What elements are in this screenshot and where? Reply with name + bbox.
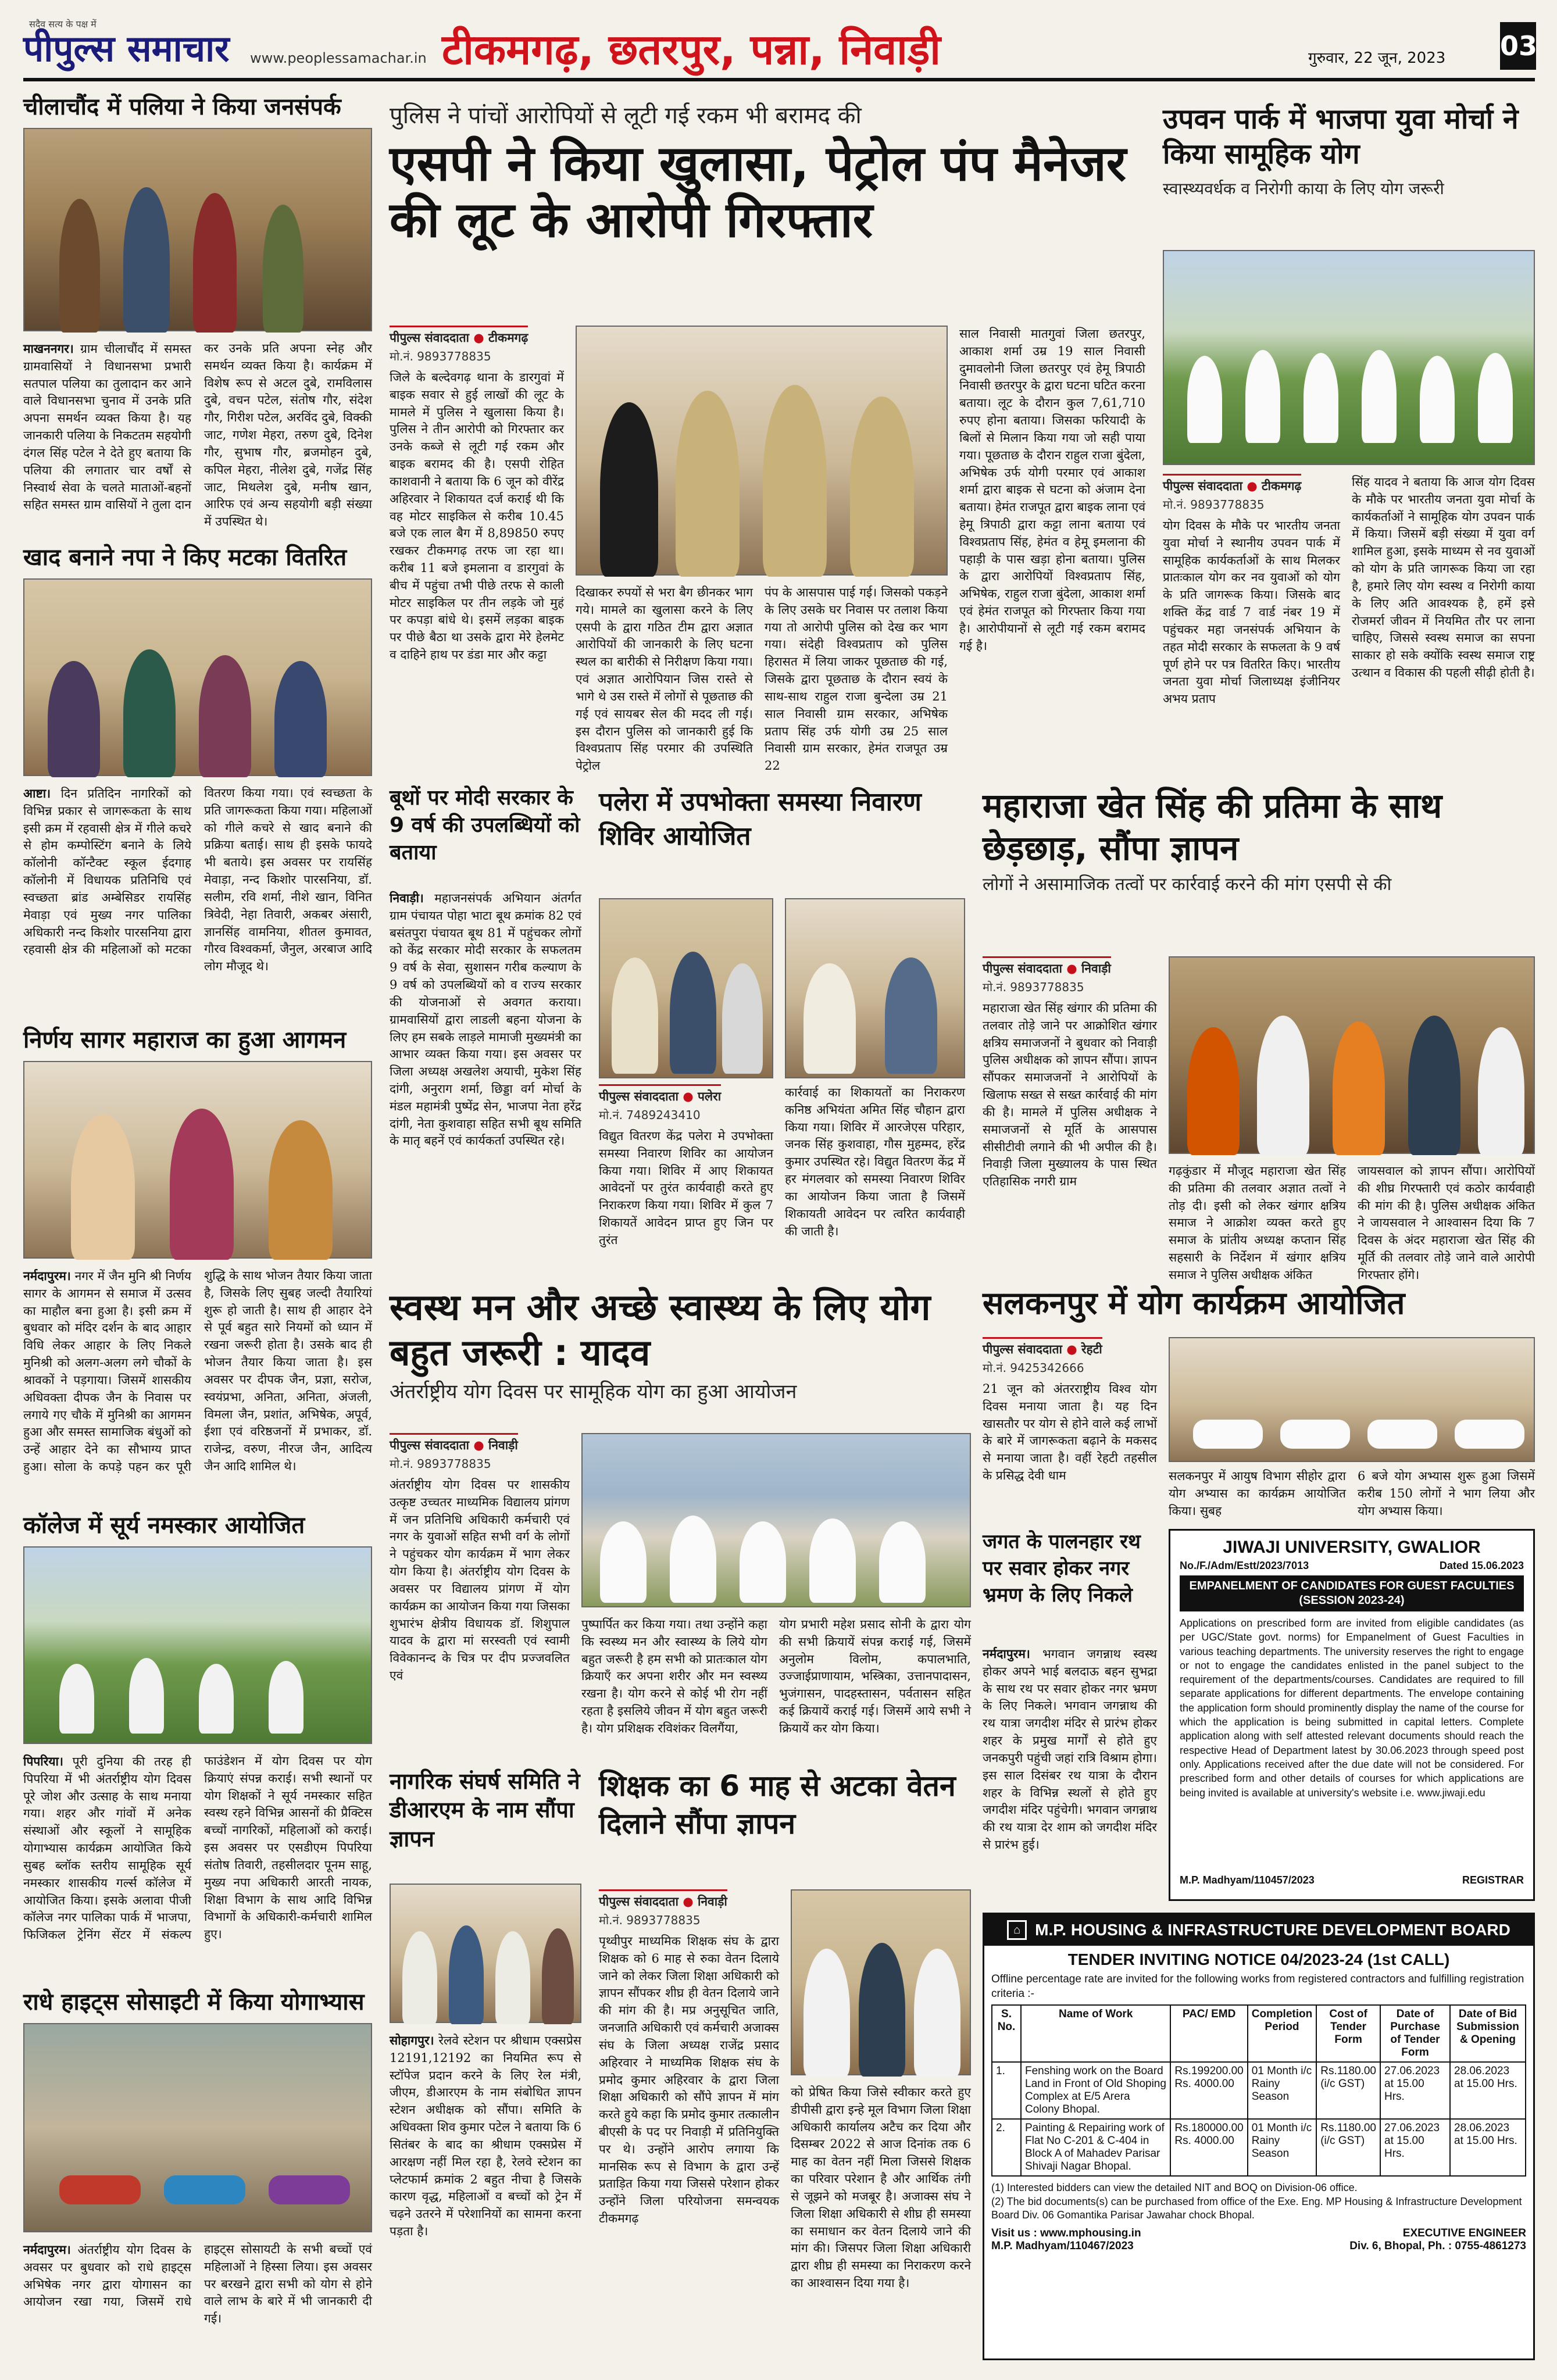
story-col2: गढ़कुंडार में मौजूद महाराजा खेत सिंह की प्रतिमा की तलवार अज्ञात तत्वों ने तोड़ दी। इसी को लेकर खंगार क्षत्रिय समाज ने आक्रोश व्यक्त करते हुए समाज के प्रांतीय अध्यक्ष कप्तान सिंह सहसारी के निर्देशन में खंगार क्षत्रिय समाज ने पुलिस अधीक्षक अंकित — [1169, 1164, 1346, 1282]
notice-ref-no: No./F./Adm/Estt/2023/7013 — [1180, 1560, 1309, 1571]
story-text: रेलवे स्टेशन पर श्रीधाम एक्सप्रेस 12191,12192 का नियमित रूप से स्टॉपेज प्रदान करने के लिए रेल मंत्री, जीएम, डीआरएम के नाम संबोधित ज्ञापन स्टेशन अधीक्षक को सौंपा। समिति के अधिवक्ता शिव कुमार पटेल ने बताया कि 6 सितंबर के बाद का श्रीधाम एक्सप्रेस में आरक्षण नहीं मिल रहा है, रेलवे स्टेशन का प्लेटफार्म क्रमांक 2 बहुत नीचा है जिसके कारण वृद्ध, महिलाओं व बच्चों को ट्रेन में चढ़ने उतरने में परेशानियों का सामना करना पड़ता है। — [390, 2034, 581, 2238]
byline-place: निवाड़ी — [488, 1438, 518, 1452]
story-modi — [390, 785, 581, 1320]
cell: 28.06.2023 at 15.00 Hrs. — [1450, 2062, 1526, 2119]
dateline: नर्मदापुरम। — [983, 1646, 1030, 1661]
cell: 28.06.2023 at 15.00 Hrs. — [1450, 2119, 1526, 2176]
cell: Rs.1180.00 (i/c GST) — [1316, 2119, 1380, 2176]
jiwaji-notice — [1169, 1529, 1535, 1901]
story-headline: जगत के पालनहार रथ पर सवार होकर नगर भ्रमण के लिए निकले — [983, 1530, 1141, 1607]
story-khet-singh — [983, 785, 1535, 1320]
story-body — [23, 1267, 372, 1500]
story-byline-block — [983, 956, 1157, 995]
col-cost: Cost of Tender Form — [1316, 2005, 1380, 2062]
story-photo — [23, 1546, 372, 1744]
notice-code: M.P. Madhyam/110457/2023 — [1180, 1874, 1315, 1886]
story-text: दिन प्रतिदिन नागरिकों को विभिन्न प्रकार से जागरूकता के साथ इसी क्रम में रहवासी क्षेत्र में गीले कचरे से होम कम्पोस्टिंग बनाने के लिये कॉलोनी कॉन्टैक्ट स्कूल ईदगाह कॉलोनी में विधायक प्रतिनिधि एवं स्वच्छता ब्रांड अम्बेसिडर रायसिंह मेवाड़ा एवं मुख्य नगर पालिका अधिकारी नन्द किशोर पारसनिया द्वारा रहवासी क्षेत्र की महिलाओं को मटका वितरण — [23, 786, 235, 957]
site-url[interactable]: www.peoplessamachar.in — [250, 50, 427, 66]
story-body — [23, 785, 372, 1012]
story-salkanpur — [983, 1285, 1535, 1517]
story-photo — [23, 1061, 372, 1259]
col-sno: S. No. — [992, 2005, 1021, 2062]
story-headline: बूथों पर मोदी सरकार के 9 वर्ष की उपलब्धियों को बताया — [390, 786, 580, 864]
dateline: आष्टा। — [23, 786, 51, 801]
story-text: भगवान जगन्नाथ स्वस्थ होकर अपने भाई बलदाऊ बहन सुभद्रा के साथ रथ पर सवार होकर नगर भ्रमण के लिए निकले। भगवान जगन्नाथ की रथ यात्रा जगदीश मंदिर से प्रारंभ होकर शहर के प्रमुख मार्गों से होते हुए जनकपुरी पहुंची जहां रात्रि विश्राम होगा। इस साल दिसंबर रथ यात्रा के दौरान शहर के विभिन्न स्थलों से होते हुए जगदीश मंदिर पहुंचेगी। भगवान जगन्नाथ की रथ यात्रा देर शाम को जगदीश मंदिर से प्रारंभ हुई। — [983, 1647, 1157, 1852]
table-row — [992, 2119, 1526, 2176]
byline-place: टीकमगढ़ — [1261, 479, 1302, 493]
byline-author: पीपुल्स संवाददाता — [983, 1342, 1062, 1356]
story-col1: महाराजा खेत सिंह खंगार की प्रतिमा की तलवार तोड़े जाने पर आक्रोशित खंगार क्षत्रिय समाजजनों ने बुधवार को निवाड़ी पुलिस अधीक्षक को ज्ञापन सौंपा। ज्ञापन सौंपकर समाजजनों ने आरोपियों के खिलाफ सख्त से सख्त कार्रवाई की मांग की है। मामले में पुलिस अधीक्षक ने समाजजनों से मूर्ति के आसपास सीसीटीवी लगाने की भी अपील की है। निवाड़ी जिला मुख्यालय के पास स्थित एतिहासिक नगरी ग्राम — [983, 1001, 1157, 1189]
lead-col4: साल निवासी मातगुवां जिला छतरपुर, आकाश शर्मा उम्र 19 साल निवासी दुमावलोनी जिला छतरपुर एवं हेमू त्रिपाठी निवासी छतरपुर के द्वारा घटना घटित करना बताया। लूट के दौरान कुल 7,61,710 रुपए होना बताया। जिसका फरियादी के बिलों से मिलान किया गया जो सही पाया गया। पूछताछ के दौरान राहुल राजा बुंदेला, अभिषेक उर्फ योगी परमार एवं आकाश शर्मा द्वारा बाइक से घटना को अंजाम देना बताया। हेमंत राजपूत द्वारा बाइक लाना एवं हेमू त्रिपाठी द्वारा कट्टा लाना बताया एवं विश्वप्रताप सिंह, हेमंत व हेमू इमलाना की पहाड़ी के पास खड़ा होना बताया। पुलिस के द्वारा आरोपियों विश्वप्रताप सिंह, अभिषेक, राहुल राजा बुंदेला, आकाश शर्मा एवं हेमंत राजपूत को गिरफ्तार किया गया है। आरोपीयानों से लूटी गई रकम बरामद गई है। — [959, 327, 1145, 653]
byline-place: रेहटी — [1081, 1342, 1102, 1356]
tender-title: TENDER INVITING NOTICE 04/2023-24 (1st CALL) — [1067, 1950, 1450, 1968]
story-text: ग्राम चीलाचौंद में समस्त ग्रामवासियों ने विधानसभा प्रभारी सतपाल पलिया का तुलादान कर आने वाले विधानसभा चुनाव में उनके प्रति अपना समर्थन व्यक्त किया है। यह जानकारी पलिया के निकटतम सहयोगी दंगल सिंह पटेल ने देते हुए बताया कि पलिया की लगातार चार वर्षों से निस्वार्थ सेवा के चलते माताओं-बहनों सहित समस्त ग्राम वासियों ने तुला दान — [23, 342, 191, 512]
story-headline: खाद बनाने नपा ने किए मटका वितरित — [23, 544, 347, 571]
byline-author: पीपुल्स संवाददाता — [599, 1895, 678, 1909]
byline-place: टीकमगढ़ — [488, 331, 528, 345]
col-work: Name of Work — [1021, 2005, 1170, 2062]
cell: Rs.199200.00 Rs. 4000.00 — [1170, 2062, 1247, 2119]
col-period: Completion Period — [1248, 2005, 1317, 2062]
lead-mobile: मो.नं. 9893778835 — [390, 349, 491, 363]
story-mobile: मो.नं. 7489243410 — [599, 1108, 701, 1122]
story-byline: पीपुल्स संवाददाता ● निवाड़ी — [390, 1433, 518, 1453]
notice-ref-date: Dated 15.06.2023 — [1439, 1560, 1524, 1571]
byline-author: पीपुल्स संवाददाता — [390, 331, 469, 345]
story-col3: 6 बजे योग अभ्यास शुरू हुआ जिसमें करीब 150 लोगों ने भाग लिया और योग अभ्यास किया। — [1358, 1469, 1535, 1518]
cell: Rs.1180.00 (i/c GST) — [1316, 2062, 1380, 2119]
story-headline: चीलाचौंद में पलिया ने किया जनसंपर्क — [23, 94, 341, 120]
story-text-cont: किया गया। एवं स्वच्छता के प्रति जागरूकता किया गया। महिलाओं को गीले कचरे से खाद बनाने की प्रक्रिया बताई। साथ ही इसके फायदे भी बताये। इस अवसर पर रायसिंह मेवाड़ा, नन्द किशोर पारसनिया, डॉ. सलीम, रवि शर्मा, नीशे खान, विनित त्रिवेदी, नेहा तिवारी, अकबर अंसारी, ज्ञानसिंह वामनिया, शीतल कुमावत, गौरव विश्वकर्मा, जैनुल, अरबाज आदि लोग मौजूद थे। — [204, 786, 372, 974]
story-mobile: मो.नं. 9893778835 — [983, 980, 1084, 994]
cell: 01 Month i/c Rainy Season — [1248, 2062, 1317, 2119]
story-col2: सिंह यादव ने बताया कि आज योग दिवस के मौके पर भारतीय जनता युवा मोर्चा के कार्यकर्ताओं ने सामूहिक योग उपवन पार्क में किया। जिसमें बड़ी संख्या में युवा वर्ग शामिल हुआ, इसके माध्यम से नव युवाओं को योग के प्रति जागरूक किया जा रहा है, हमारे लिए योग स्वस्थ व निरोगी काया के लिए अति आवश्यक है, हमें इसे रोजमर्रा जीवन में नियमित तौर पर लाना चाहिए, जिससे स्वस्थ समाज का सपना साकार हो सके क्योंकि स्वस्थ समाज राष्ट्र उत्थान व विकास की पहली सीढ़ी होती है। — [1352, 475, 1535, 680]
story-photo — [23, 128, 372, 331]
story-mobile: मो.नं. 9893778835 — [1163, 498, 1265, 512]
housing-notice — [983, 1913, 1535, 2360]
story-headline: कॉलेज में सूर्य नमस्कार आयोजित — [23, 1512, 305, 1539]
story-radhe-heights — [23, 1988, 372, 2360]
story-byline: पीपुल्स संवाददाता ● पलेरा — [599, 1084, 721, 1105]
story-nirnay — [23, 1026, 372, 1503]
story-photo-2 — [785, 898, 965, 1078]
lead-photo — [576, 326, 948, 576]
tender-signer: EXECUTIVE ENGINEER — [1402, 2227, 1526, 2239]
col-submission: Date of Bid Submission & Opening — [1450, 2005, 1526, 2062]
story-deck: लोगों ने असामाजिक तत्वों पर कार्रवाई करने की मांग एसपी से की — [983, 874, 1392, 895]
story-text: अंतर्राष्ट्रीय योग दिवस के अवसर पर बुधवार को राधे हाइट्स अभिषेक नगर द्वारा योगासन का आयोजन रखा गया, जिसमें राधे हाइट्स सोसायटी के — [23, 2242, 297, 2309]
byline-author: पीपुल्स संवाददाता — [983, 962, 1062, 975]
story-deck: स्वास्थ्यवर्धक व निरोगी काया के लिए योग जरूरी — [1163, 179, 1444, 198]
story-col2: को प्रेषित किया जिसे स्वीकार करते हुए डीपीसी द्वारा इन्हे मूल विभाग जिला शिक्षा अधिकारी कार्यालय अटैच कर दिया और दिसम्बर 2022 से आज दिनांक तक 6 माह का वेतन नहीं मिला जिससे शिक्षक का परिवार परेशान है और आर्थिक तंगी से जूझने को मजबूर है। अजाक्स संघ ने जिला शिक्षा अधिकारी से शीघ्र ही समस्या का समाधान कर वेतन दिलाये जाने की मांग की। जिसपर जिला शिक्षा अधिकारी द्वारा शीघ्र ही समस्या का निराकरण करने का आश्वासन दिया गया है। — [791, 2085, 971, 2290]
notice-signer: REGISTRAR — [1462, 1874, 1524, 1886]
story-chilachound — [23, 93, 372, 535]
tender-code: M.P. Madhyam/110467/2023 — [991, 2239, 1134, 2252]
story-col1: 21 जून को अंतरराष्ट्रीय विश्व योग दिवस मनाया जाता है। यह दिन खासतौर पर योग से होने वाले कई लाभों के बारे में जागरूकता बढ़ाने के मकसद से मनाया जाता है। वहीं रेहटी तहसील के प्रसिद्ध देवी धाम — [983, 1382, 1157, 1483]
story-body — [390, 889, 581, 1314]
story-byline-block — [983, 1337, 1157, 1375]
section-title: टीकमगढ़, छतरपुर, पन्ना, निवाड़ी — [442, 25, 941, 74]
story-text: महाजनसंपर्क अभियान अंतर्गत ग्राम पंचायत पोहा भाटा बूथ क्रमांक 82 एवं बसंतपुरा पंचायत बूथ 81 में पहुंचकर लोगों को केंद्र सरकार मोदी सरकार के सफलतम 9 वर्ष के सेवा, सुशासन गरीब कल्याण के 9 वर्ष को उपलब्धियों को व राज्य सरकार की योजनाओं से अवगत कराया। ग्रामवासियों द्वारा लाडली बहना योजना के लिए हम सबके लाड़ले मामाजी मुख्यमंत्री का आभार व्यक्त किया गया। इस अवसर पर जिला अध्यक्ष अखलेश अयाची, मुकेश सिंह दांगी, अनुराग शर्मा, छिड्डा वर्ग मोर्चा के मंडल महामंत्री पुष्पेंद्र सेन, भाजपा नेता हरेंद्र दांगी, नेता कुशवाहा सहित सभी बूथ समिति के मातृ बहनें एवं कार्यकर्ता उपस्थित रहे। — [390, 891, 581, 1148]
story-mobile: मो.नं. 9893778835 — [390, 1457, 491, 1471]
dateline: नर्मदापुरम। — [23, 2242, 71, 2257]
byline-author: पीपुल्स संवाददाता — [599, 1089, 678, 1103]
story-col3: योग प्रभारी महेश प्रसाद सोनी के द्वारा योग की सभी क्रियायें संपन्न कराई गई, जिसमें अनुलोम विलोम, कपालभाति, उज्जाईप्राणायाम, भस्त्रिका, उत्तानपादासन, भुजंगासन, पादहस्तासन, पर्वतासन सहित कई क्रियायें कराई गई। जिसमें आये सभी ने क्रियायें कर योग किया। — [779, 1617, 971, 1735]
story-body — [23, 340, 372, 532]
story-yoga-yadav — [390, 1285, 971, 1756]
story-photo — [390, 1884, 581, 2023]
story-headline: निर्णय सागर महाराज का हुआ आगमन — [23, 1027, 347, 1053]
story-byline: पीपुल्स संवाददाता ● निवाड़ी — [599, 1889, 727, 1910]
cell: Fenshing work on the Board Land in Front of Old Shoping Complex at E/5 Arera Colony Bhopal. — [1021, 2062, 1170, 2119]
story-body — [23, 1753, 372, 1974]
story-upvan — [1163, 102, 1535, 770]
story-text-cont: कर उनके प्रति अपना स्नेह और समर्थन व्यक्त किया है। कार्यक्रम में विशेष रूप से अटल दुबे, रामविलास दुबे, वचन पटेल, संतोष गौर, संदेश गौर, गिरीश पटेल, अरविंद दुबे, विक्की जाट, गणेश मेहरा, तरुण दुबे, दिनेश गौर, सुभाष गौर, ब्रजमोहन दुबे, कपिल मेहरा, नीलेश दुबे, गजेंद्र सिंह जाट, मिथलेश दुबे, मनीष खान, आरिफ एवं अन्य सहयोगी बड़ी संख्या में उपस्थित थे। — [204, 341, 372, 529]
board-logo-icon: ⌂ — [1007, 1920, 1027, 1940]
story-headline: नागरिक संघर्ष समिति ने डीआरएम के नाम सौंपा ज्ञापन — [390, 1768, 580, 1852]
story-palera — [599, 785, 965, 1320]
story-col1: विद्युत वितरण केंद्र पलेरा मे उपभोक्ता समस्या निवारण शिविर का आयोजन किया गया। शिविर में आए शिकायत आवेदनों पर तुरंत कार्यवाही करते हुए निराकरण किया गया। शिविर में कुल 7 शिकायतें आवेदन प्राप्त हुए जिन पर तुरंत — [599, 1129, 773, 1247]
tender-header-row — [992, 2005, 1526, 2062]
lead-story — [390, 102, 1145, 773]
story-col2: कार्रवाई का शिकायतों का निराकरण कनिष्ठ अभियंता अमित सिंह चौहान द्वारा किया गया। शिविर में आरजेएस परिहार, जनक सिंह कुशवाहा, गौस मुहम्मद, हरेंद्र कुमार उपस्थित रहे। विद्युत वितरण केंद्र में हर मंगलवार को समस्या निवारण शिविर का आयोजन किया जाता है जिसमें शिकायती आवेदन पर त्वरित कार्यवाही की जाती है। — [785, 1085, 965, 1238]
story-headline: शिक्षक का 6 माह से अटका वेतन दिलाने सौंपा ज्ञापन — [599, 1769, 956, 1841]
tender-signer-office: Div. 6, Bhopal, Ph. : 0755-4861273 — [1349, 2239, 1526, 2252]
story-teacher — [599, 1767, 971, 2360]
story-col2: पुष्पार्पित कर किया गया। तथा उन्होंने कहा कि स्वस्थ्य मन और स्वास्थ्य के लिये योग बहुत जरूरी है हम सभी को प्रातःकाल योग क्रियाएँ कर अपना शरीर और मन स्वस्थ्य रखना है। योग करने से कोई भी रोग नहीं रहता है इसलिये जीवन में योग बहुत जरूरी है। योग प्रशिक्षक रविशंकर विलगैंया, — [581, 1617, 767, 1735]
story-text: नगर में जैन मुनि श्री निर्णय सागर के आगमन से समाज में उत्सव का माहौल बना हुआ है। इसी क्रम में बुधवार को मंदिर दर्शन के बाद आहार विधि लेकर आहार के लिए निकले मुनिश्री को अलग-अलग लगे चौकों के श्रावकों ने पड़गाया। जिसमें शासकीय अधिवक्ता दीपक जैन के निवास पर लगाये गए चौके में मुनिश्री का आगमन हुआ और समस्त सामाजिक बंधुओं को उन्हें आहार देने का सौभाग्य प्राप्त हुआ। — [23, 1269, 191, 1474]
cell: 27.06.2023 at 15.00 Hrs. — [1380, 2062, 1450, 2119]
byline-place: पलेरा — [697, 1089, 722, 1103]
story-body — [390, 2032, 581, 2357]
story-text-cont: सोला के कपड़े पहन कर पूरी शुद्धि के साथ भोजन तैयार किया जाता है, जिसके लिए सुबह जल्दी तैयारियां शुरू हो जाती है। साथ ही आहार देने से पूर्व बहुत सारे नियमों को ध्यान में रखना जरूरी होता है। उसके बाद ही भोजन तैयार किया जाता है। इस अवसर पर दीपक जैन, प्रज्ञा, सरोज, स्वयंप्रभा, अनिता, अनिता, अंजली, विमला जैन, प्रशांत, अभिषेक, अपूर्व, ईशा एवं वरिष्ठजनों में प्रभाकर, डॉ. राजेन्द्र, वरुण, नीरज जैन, आदित्य जैन आदि शामिल थे। — [53, 1268, 372, 1474]
cell: 1. — [992, 2062, 1021, 2119]
notice-subtitle: EMPANELMENT OF CANDIDATES FOR GUEST FACULTIES (SESSION 2023-24) — [1180, 1575, 1524, 1611]
board-name: M.P. HOUSING & INFRASTRUCTURE DEVELOPMENT BOARD — [1035, 1921, 1510, 1939]
story-headline: महाराजा खेत सिंह की प्रतिमा के साथ छेड़छाड़, सौंपा ज्ञापन — [983, 786, 1442, 868]
masthead — [23, 17, 1538, 81]
col-purchase: Date of Purchase of Tender Form — [1380, 2005, 1450, 2062]
story-byline-block — [1163, 474, 1337, 512]
story-byline: पीपुल्स संवाददाता ● निवाड़ी — [983, 956, 1111, 977]
cell: 01 Month i/c Rainy Season — [1248, 2119, 1317, 2176]
story-photo — [1163, 250, 1535, 465]
tender-note-2: (2) The bid documents(s) can be purchased from office of the Exe. Eng. MP Housing & Infrastructure Development Board Div. 06 Gomantika Parisar Jawahar chock Bhopal. — [991, 2195, 1522, 2221]
lead-kicker: पुलिस ने पांचों आरोपियों से लूटी गई रकम भी बरामद की — [390, 102, 862, 129]
story-college-surya — [23, 1511, 372, 1977]
story-headline: स्वस्थ मन और अच्छे स्वास्थ्य के लिए योग बहुत जरूरी : यादव — [390, 1286, 931, 1374]
cell: 2. — [992, 2119, 1021, 2176]
lead-col3: पंप के आसपास पाई गई। जिसको पकड़ने के लिए उसके घर निवास पर तलाश किया गया तो आरोपी पुलिस को देख कर भाग गया। संदेही विश्वप्रताप को पुलिस हिरासत में लिया जाकर पूछताछ की गई, जिसके द्वारा पूछताछ के दौरान स्वयं के साथ-साथ राहुल राजा बुन्देला उम्र 21 साल निवासी ग्राम सरकार, अभिषेक प्रताप सिंह उर्फ योगी उम्र 25 साल निवासी ग्राम सरकार, हेमंत राजपूत उम्र 22 — [765, 585, 948, 773]
notice-title: JIWAJI UNIVERSITY, GWALIOR — [1223, 1538, 1481, 1557]
story-photo — [23, 578, 372, 776]
story-photo — [1169, 956, 1535, 1154]
story-khad — [23, 544, 372, 1014]
story-text: पूरी दुनिया की तरह ही पिपरिया में भी अंतर्राष्ट्रीय योग दिवस पूरे जोश और उत्साह के साथ मनाया गया। शहर और गांवों में अनेक संस्थाओं और स्कूलों ने सामूहिक योगाभ्यास कार्यक्रम आयोजित किये सुबह ब्लॉक स्तरीय सामूहिक सूर्य नमस्कार शासकीय गर्ल्स कॉलेज में आयोजित किया। इसके अलावा पीजी कॉलेज नगर पालिका पार्क में भाजपा, फिजिकल ट्रेनिंग सेंटर — [23, 1754, 191, 1942]
col-pac: PAC/ EMD — [1170, 2005, 1247, 2062]
story-headline: राधे हाइट्स सोसाइटी में किया योगाभ्यास — [23, 1989, 365, 2016]
story-col2: सलकनपुर में आयुष विभाग सीहोर द्वारा योग अभ्यास का कार्यक्रम आयोजित किया। सुबह — [1169, 1469, 1346, 1518]
cell: Rs.180000.00 Rs. 4000.00 — [1170, 2119, 1247, 2176]
story-nagrik — [390, 1767, 581, 2360]
lead-byline-block — [390, 326, 564, 364]
lead-col1: जिले के बल्देवगढ़ थाना के डारगुवां में बाइक सवार से हुई लाखों की लूट के मामले में पुलिस ने खुलासा किया है। पुलिस ने तीन आरोपी को गिरफ्तार कर उनके कब्जे से लूटी गई रकम और बाइक बरामद की है। एसपी रोहित काशवानी ने बताया कि 6 जून को वीरेंद्र अहिरवार ने शिकायत दर्ज कराई थी कि वह मोटर साइकिल से करीब 10.45 बजे एक लाल बैग में 8,89850 रुपए रखकर टीकमगढ़ तरफ जा रहा था। करीब 11 बजे इमलाना व डारगुवां के बीच में पहुंचा तभी पीछे तरफ से काली मोटर साइकिल पर तीन लड़के जो मुहं पर कपड़ा बांधे थे। इसमें लड़का बाइक पर पीछे बैठा था उसके द्वारा मेरे हेलमेट व दाहिने हाथ पर डंडा मार और कट्टा — [390, 370, 564, 662]
story-mobile: मो.नं. 9425342666 — [983, 1361, 1084, 1375]
dateline: माखननगर। — [23, 341, 74, 356]
story-col3: जायसवाल को ज्ञापन सौंपा। आरोपियों की शीघ्र गिरफ्तारी एवं कठोर कार्यवाही की मांग की है। पुलिस अधीक्षक अंकित ने जायसवाल ने आश्वासन दिया कि 7 दिवस के अंदर महाराजा खेत सिंह की मूर्ति की तलवार तोड़े जाने वाले आरोपी गिरफ्तार होंगे। — [1358, 1164, 1535, 1282]
tender-visit[interactable]: Visit us : www.mphousing.in — [991, 2227, 1141, 2239]
story-deck: अंतर्राष्ट्रीय योग दिवस पर सामूहिक योग का हुआ आयोजन — [390, 1380, 797, 1403]
story-photo — [1169, 1337, 1535, 1462]
story-photo — [791, 1889, 971, 2075]
story-byline-block — [390, 1433, 564, 1471]
tender-table — [991, 2004, 1526, 2177]
story-headline: सलकनपुर में योग कार्यक्रम आयोजित — [983, 1285, 1405, 1321]
lead-byline: पीपुल्स संवाददाता ● टीकमगढ़ — [390, 326, 528, 346]
dateline: निवाड़ी। — [390, 891, 424, 905]
story-body — [23, 2241, 372, 2357]
dateline: पिपरिया। — [23, 1754, 63, 1768]
byline-place: निवाड़ी — [1081, 962, 1111, 975]
byline-author: पीपुल्स संवाददाता — [1163, 479, 1242, 493]
tender-intro: Offline percentage rate are invited for the following works from registered contractors and fulfilling registration criteria :- — [991, 1973, 1524, 2000]
story-byline: पीपुल्स संवाददाता ● टीकमगढ़ — [1163, 474, 1301, 494]
notice-board — [984, 1914, 1533, 1946]
story-col1: योग दिवस के मौके पर भारतीय जनता युवा मोर्चा ने स्थानीय उपवन पार्क में सामूहिक कार्यकर्ताओं के साथ मिलकर प्रातःकाल योग कर नव युवाओं को योग के प्रति जागरूक किया। जिसके बाद शक्ति केंद्र वार्ड 7 वार्ड नंबर 19 में पहुंचकर महा जनसंपर्क अभियान के तहत मोदी सरकार के सफलता के 9 वर्ष पूर्ण होने पर पत्र वितरित किए। भारतीय जनता युवा मोर्चा जिलाध्यक्ष इंजीनियर अभय प्रताप — [1163, 519, 1340, 706]
cell: Painting & Repairing work of Flat No C-201 & C-404 in Block A of Mahadev Parisar Shivaji Nagar Bhopal. — [1021, 2119, 1170, 2176]
story-col1: अंतर्राष्ट्रीय योग दिवस पर शासकीय उत्कृष्ट उच्चतर माध्यमिक विद्यालय प्रांगण में जन प्रतिनिधि अधिकारी कर्मचारी एवं नगर के युवाओं सहित सभी वर्ग के लोगों ने पहुंचकर योग कार्यक्रम में भाग लेकर योग किया है। अंतर्राष्ट्रीय योग दिवस के अवसर पर विद्यालय प्रांगण में योग कार्यक्रम का आयोजन किया गया जिसका शुभारंभ क्षेत्रीय विधायक डॉ. शिशुपाल यादव के द्वारा मां सरस्वती एवं स्वामी विवेकानन्द के चित्र पर दीप प्रज्जवलित एवं — [390, 1478, 570, 1682]
cell: 27.06.2023 at 15.00 Hrs. — [1380, 2119, 1450, 2176]
story-text-cont: सभी बच्चों एवं महिलाओं ने हिस्सा लिया। इस अवसर पर बरखने द्वारा सभी को योग से होने वाले लाभ के बारे में भी जानकारी दी गई। — [204, 2242, 372, 2326]
lead-headline: एसपी ने किया खुलासा, पेट्रोल पंप मैनेजर की लूट के आरोपी गिरफ्तार — [390, 135, 1127, 248]
lead-col2: दिखाकर रुपयों से भरा बैग छीनकर भाग गये। मामले का खुलासा करने के लिए एसपी के द्वारा गठित टीम द्वारा अज्ञात आरोपियों की जानकारी के लिए घटना स्थल का बारीकी से निरीक्षण किया गया। एवं अज्ञात आरोपियान जिस रास्ते से भागे थे उस रास्ते में लोगों से पूछताछ की गई एवं सायबर सेल की मदद ली गई। इस दौरान पुलिस को जानकारी हुई कि विश्वप्रताप सिंह परमार की उपस्थिति पेट्रोल — [576, 585, 753, 773]
brand-tagline: सदैव सत्य के पक्ष में — [29, 19, 97, 30]
story-headline: उपवन पार्क में भाजपा युवा मोर्चा ने किया सामूहिक योग — [1163, 103, 1519, 170]
tender-note-1: (1) Interested bidders can view the detailed NIT and BOQ on Division-06 office. — [991, 2182, 1358, 2194]
page-number: 03 — [1500, 22, 1536, 70]
story-mobile: मो.नं. 9893778835 — [599, 1913, 701, 1927]
notice-body: Applications on prescribed form are invited from eligible candidates (as per UGC/State govt. norms) for Empanelment of Guest Faculties in various teaching departments. The university reserves the right to engage or not to engage the candidates enlisted in the panel subject to the requirement of the departments/courses. Candidates are required to fill separate applications for different departments. The envelope containing the application form should prominently display the name of the course for which the application is being submitted in capital letters. Complete application along with self attested relevant documents should reach the respective Head of Department latest by 30.06.2023 through speed post only. Applications received after the due date will not be considered. For prescribed form and other details of courses for which applications are being invited is available at university's website i.e. www.jiwaji.edu — [1180, 1617, 1524, 1799]
story-photo — [581, 1433, 971, 1607]
story-col1: पृथ्वीपुर माध्यमिक शिक्षक संघ के द्वारा शिक्षक को 6 माह से रुका वेतन दिलाये जाने को लेकर जिला शिक्षा अधिकारी को ज्ञापन सौंपकर शीघ्र ही वेतन दिलाये जाने की मांग की है। मप्र अनुसूचित जाति, जनजाति अधिकारी एवं कर्मचारी अजाक्स संघ के जिला अध्यक्ष राजेंद्र प्रसाद अहिरवार ने माध्यमिक शिक्षक संघ के प्रमोद कुमार अहिरवार के द्वारा जिला शिक्षा अधिकारी को सौंपे ज्ञापन में मांग करते हुये कहा कि प्रमोद कुमार तत्कालीन बीएसी के पद पर निवाड़ी में प्रतिनियुक्ति पर थे। उन्होंने आरोप लगाया कि मानसिक रूप से विभाग के द्वारा उन्हें प्रताड़ित किया गया जिससे परेशान होकर उन्होंने जिला परियोजना समन्वयक टीकमगढ़ — [599, 1934, 779, 2225]
byline-place: निवाड़ी — [697, 1895, 727, 1909]
story-headline: पलेरा में उपभोक्ता समस्या निवारण शिविर आयोजित — [599, 787, 922, 852]
issue-date: गुरुवार, 22 जून, 2023 — [1308, 49, 1446, 67]
table-row — [992, 2062, 1526, 2119]
story-photo — [23, 2023, 372, 2232]
dateline: सोहागपुर। — [390, 2033, 434, 2047]
story-photo — [599, 898, 773, 1078]
story-byline-block — [599, 1084, 773, 1123]
story-byline: पीपुल्स संवाददाता ● रेहटी — [983, 1337, 1102, 1357]
story-text-cont: में संकल्प फाउंडेशन में योग दिवस पर योग क्रियाएं संपन्न कराई। सभी स्थानों पर योग शिक्षकों ने सूर्य नमस्कार सहित स्वस्थ रहने विभिन्न आसनों की प्रैक्टिस बच्चों नागरिकों, महिलाओं को कराई। इस अवसर पर एसडीएम पिपरिया संतोष तिवारी, तहसीलदार पूनम साहू, मुख्य नपा अधिकारी आरती नायक, शिक्षा विभाग के साथ आदि विभिन्न विभागों के अधिकारी-कर्मचारी शामिल हुए। — [142, 1754, 372, 1942]
byline-author: पीपुल्स संवाददाता — [390, 1438, 469, 1452]
dateline: नर्मदापुरम। — [23, 1268, 71, 1283]
story-byline-block — [599, 1889, 773, 1928]
brand-logo: पीपुल्स समाचार — [23, 27, 230, 70]
